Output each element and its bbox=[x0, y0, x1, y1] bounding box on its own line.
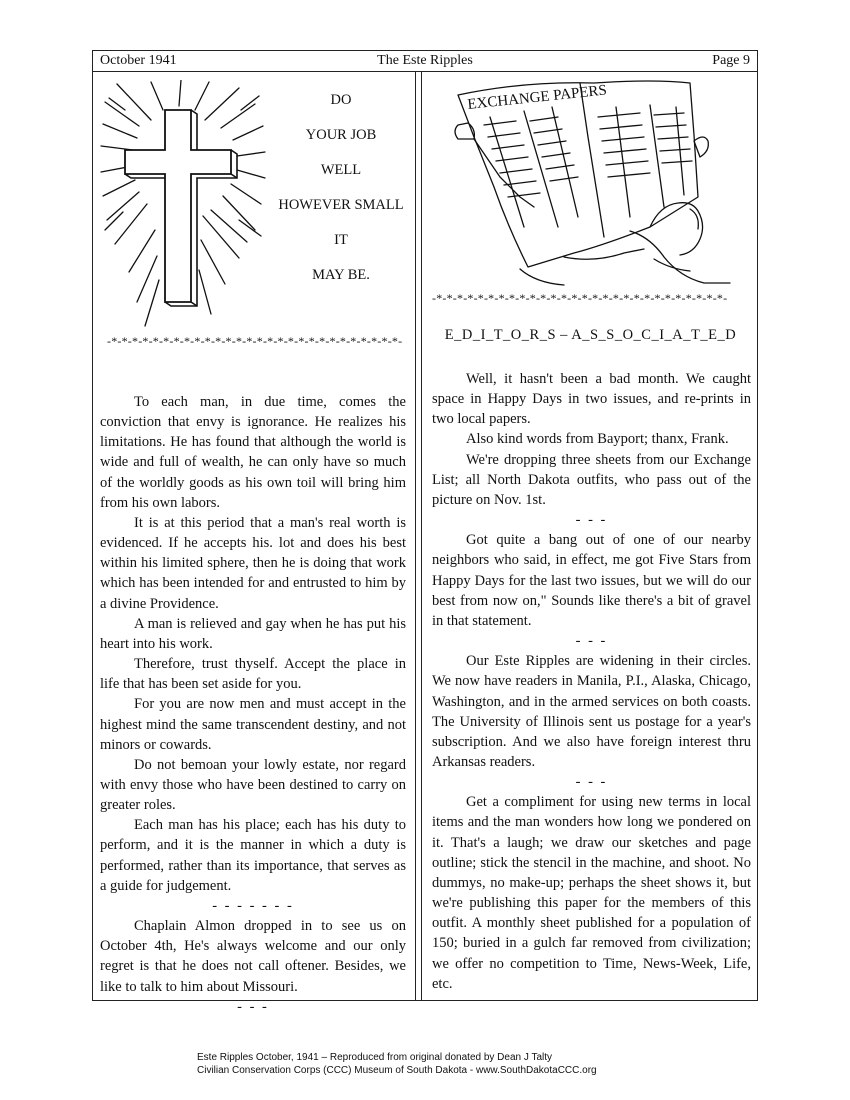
paragraph: Got quite a bang out of one of our nearby neighbors who said, in effect, me got Five Stars from Happy Days for the last two issues, but we will do our best from now on," Sounds like there's a bit of gravel in that statement. bbox=[432, 532, 751, 629]
column-divider bbox=[415, 72, 422, 1000]
motto-line: HOWEVER SMALL bbox=[278, 197, 404, 213]
editors-associated-article bbox=[432, 369, 751, 994]
cross-icon bbox=[99, 80, 267, 332]
footer-credit: Este Ripples October, 1941 – Reproduced from original donated by Dean J Talty bbox=[197, 1052, 553, 1063]
page-header bbox=[93, 51, 757, 72]
illustration-caption: EXCHANGE PAPERS bbox=[466, 82, 608, 113]
star-divider: -*-*-*-*-*-*-*-*-*-*-*-*-*-*-*-*-*-*-*-*-*-*-*-*-*-*-*-*- bbox=[107, 334, 403, 348]
right-column bbox=[422, 72, 759, 1000]
section-separator: - - - bbox=[575, 633, 608, 650]
motto-line: IT bbox=[334, 232, 348, 248]
exchange-papers-illustration bbox=[454, 77, 734, 287]
section-separator: - - - bbox=[237, 998, 269, 1015]
paragraph: Do not bemoan your lowly estate, nor regard with envy those who have been destined to carry on greater roles. bbox=[100, 756, 406, 814]
motto-line: MAY BE. bbox=[312, 267, 370, 283]
paragraph: For you are now men and must accept in the highest mind the same transcendent destiny, and not minors or cowards. bbox=[100, 696, 406, 753]
paragraph: Also kind words from Bayport; thanx, Frank. bbox=[466, 431, 729, 448]
motto-line: WELL bbox=[320, 162, 362, 178]
section-title: E_D_I_T_O_R_S – A_S_S_O_C_I_A_T_E_D bbox=[444, 327, 737, 343]
paragraph: We're dropping three sheets from our Exchange List; all North Dakota outfits, who pass out of the picture on Nov. 1st. bbox=[432, 451, 751, 508]
paragraph: Our Este Ripples are widening in their circles. We now have readers in Manila, P.I., Alaska, Chicago, Washington, and in the armed services on both coasts. The University of Illinois sent us postage for a year's subscription. And we also have foreign interest thru Arkansas readers. bbox=[432, 653, 751, 770]
page-number: Page 9 bbox=[712, 53, 750, 68]
paragraph: Well, it hasn't been a bad month. We caught space in Happy Days in two issues, and re-prints in two local papers. bbox=[432, 371, 751, 428]
newsletter-page bbox=[92, 50, 758, 1015]
newsletter-title: The Este Ripples bbox=[377, 53, 473, 68]
envy-article bbox=[100, 392, 406, 1017]
paragraph: Each man has his place; each has his duty to perform, and it is the manner in which a duty is performed, rather than its importance, that serves as a guide for judgement. bbox=[100, 817, 406, 894]
paragraph: It is at this period that a man's real worth is evidenced. If he accepts his. lot and does his best within his limited sphere, then he is doing that work which has been intended for and entrusted to him by a divine Providence. bbox=[100, 514, 406, 612]
section-separator: - - - bbox=[575, 774, 608, 791]
motto-line: DO bbox=[330, 92, 352, 108]
motto bbox=[269, 90, 413, 300]
paragraph: To each man, in due time, comes the conviction that envy is ignorance. He realizes his limitations. He has found that although the world is wide and full of wealth, he can only have so much of the worldly goods as his own toil will bring him from his own labors. bbox=[100, 394, 406, 511]
footer-museum: Civilian Conservation Corps (CCC) Museum of South Dakota - www.SouthDakotaCCC.org bbox=[197, 1065, 597, 1076]
paragraph: A man is relieved and gay when he has put his heart into his work. bbox=[100, 615, 406, 652]
motto-line: YOUR JOB bbox=[305, 127, 377, 143]
paragraph: Chaplain Almon dropped in to see us on October 4th, He's always welcome and our only regret is that he does not call oftener. Besides, we like to talk to him about Missouri. bbox=[100, 918, 406, 995]
section-separator: - - - - - - - bbox=[212, 897, 294, 914]
paragraph: Get a compliment for using new terms in local items and the man wonders how long we pondered on it. That's a laugh; we draw our sketches and page outline; stick the stencil in the machine, and shoot. No dummys, no make-up; perhaps the sheet shows it, but we're publishing this paper for the members of this outfit. A monthly sheet published for a population of 150; buried in a gulch far removed from civilization; we offer no competition to Time, News-Week, Life, etc. bbox=[432, 794, 751, 992]
issue-date: October 1941 bbox=[100, 53, 177, 68]
page-footer bbox=[197, 1051, 597, 1077]
left-column bbox=[93, 72, 415, 1015]
section-separator: - - - bbox=[575, 512, 608, 529]
star-divider: -*-*-*-*-*-*-*-*-*-*-*-*-*-*-*-*-*-*-*-*-*-*-*-*-*-*-*-*- bbox=[432, 291, 728, 305]
paragraph: Therefore, trust thyself. Accept the place in life that has been set aside for you. bbox=[100, 656, 406, 693]
